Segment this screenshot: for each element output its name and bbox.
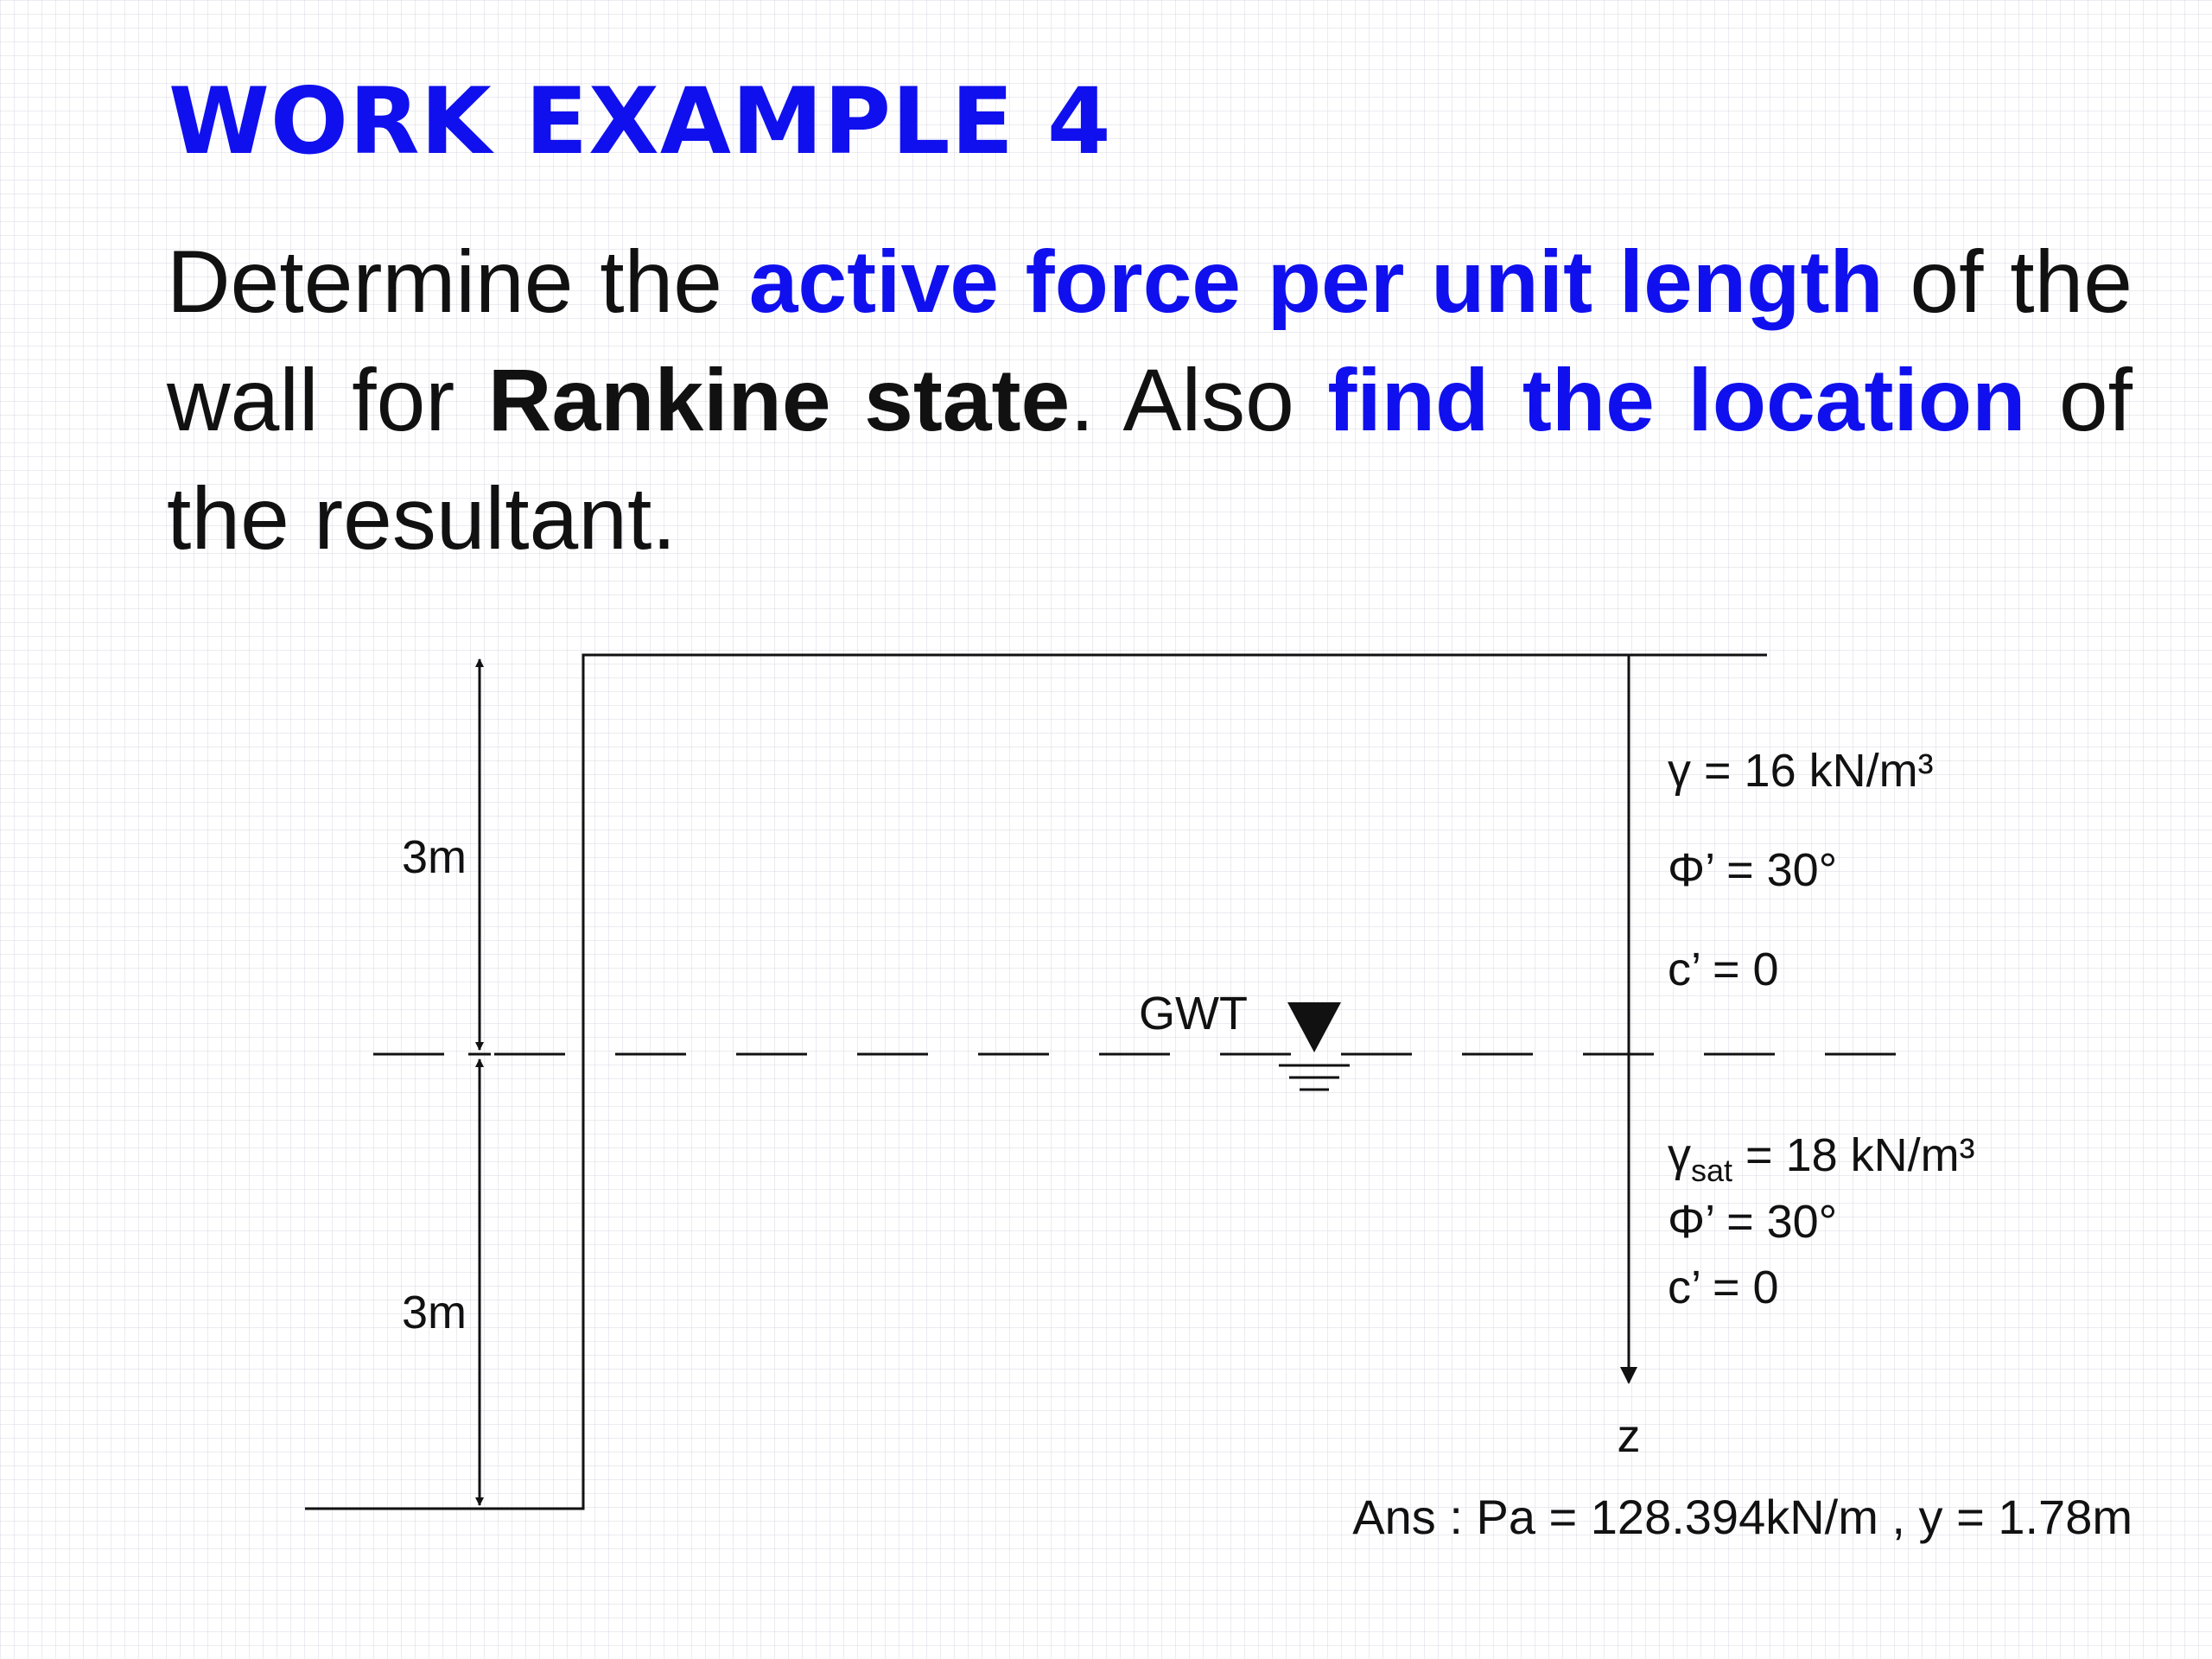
gamma-subscript: sat: [1691, 1153, 1733, 1188]
gamma-symbol: γ: [1668, 1129, 1691, 1181]
dimension-label-lower: 3m: [401, 1287, 467, 1338]
problem-text-3: . Also: [1070, 351, 1328, 449]
bold-rankine-state: Rankine state: [487, 351, 1071, 449]
upper-cohesion-label: c’ = 0: [1668, 944, 1779, 995]
problem-text-4: of the resultant.: [167, 351, 2133, 568]
page-title: WORK EXAMPLE 4: [168, 68, 1112, 175]
problem-text-1: Determine the: [167, 232, 749, 331]
dimension-label-upper: 3m: [401, 831, 467, 883]
upper-unit-weight-label: γ = 16 kN/m³: [1668, 745, 1934, 797]
gwt-label: GWT: [1139, 988, 1248, 1039]
highlight-find-location: find the location: [1327, 351, 2026, 449]
highlight-active-force: active force per unit length: [748, 232, 1884, 331]
upper-friction-angle-label: Φ’ = 30°: [1668, 844, 1838, 896]
wall-outline: [305, 655, 1767, 1509]
depth-axis-label: z: [1617, 1410, 1641, 1462]
lower-friction-angle-label: Φ’ = 30°: [1668, 1196, 1838, 1248]
lower-cohesion-label: c’ = 0: [1668, 1262, 1779, 1313]
water-table-triangle-icon: [1287, 1002, 1341, 1052]
gamma-value: = 18 kN/m³: [1732, 1129, 1975, 1181]
problem-text-2: of the wall for: [167, 232, 2133, 449]
lower-unit-weight-label: [1668, 1129, 1975, 1188]
answer-text: Ans : Pa = 128.394kN/m , y = 1.78m: [1352, 1490, 2133, 1544]
